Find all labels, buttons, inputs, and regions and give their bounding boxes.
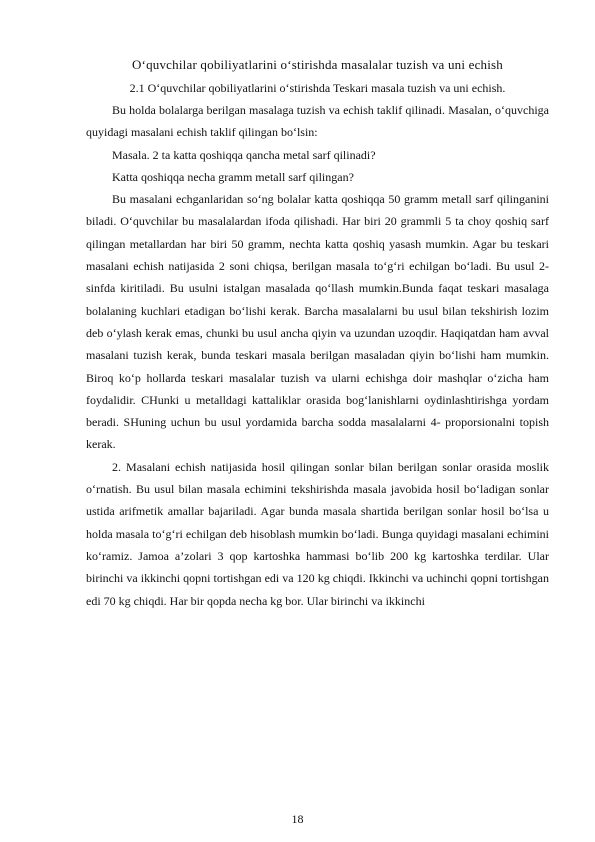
paragraph-inverse-question: Katta qoshiqqa necha gramm metall sarf qilingan? bbox=[112, 169, 354, 184]
document-page bbox=[86, 55, 549, 612]
paragraph-problem-question: Masala. 2 ta katta qoshiqqa qancha metal sarf qilinadi? bbox=[112, 147, 376, 162]
paragraph-explanation: Bu masalani echganlaridan so‘ng bolalar katta qoshiqqa 50 gramm metall sarf qilinganini biladi. O‘quvchilar bu masalalardan ifoda qilishadi. Har biri 20 grammli 5 ta choy qoshiq sarf qilingan metallardan har biri 50 gramm, nechta katta qoshiq yasash mumkin. Agar bu teskari masalani echish natijasida 2 soni chiqsa, berilgan masala to‘g‘ri echilgan bo‘ladi. Bu usul 2- sinfda kiritiladi. Bu usulni istalgan masalada qo‘llash mumkin.Bunda faqat teskari masalaga bolalaning kuchlari etadigan bo‘lishi kerak. Barcha masalalarni bu usul bilan tekshirish lozim deb o‘ylash kerak emas, chunki bu usul ancha qiyin va uzundan uzoqdir. Haqiqatdan ham avval masalani tuzish kerak, bunda teskari masala berilgan masaladan qiyin bo‘lishi ham mumkin. Biroq ko‘p hollarda teskari masalalar tuzish va ularni echishga doir mashqlar o‘zicha ham foydalidir. CHunki u metalldagi kattaliklar orasida bog‘lanishlarni oydinlashtirishga yordam beradi. SHuning uchun bu usul yordamida barcha sodda masalalarni 4- proporsionalni topish kerak. bbox=[86, 192, 549, 452]
subsection-title: 2.1 O‘quvchilar qobiliyatlarini o‘stirishda Teskari masala tuzish va uni echish. bbox=[129, 81, 506, 95]
section-title: O‘quvchilar qobiliyatlarini o‘stirishda masalalar tuzish va uni echish bbox=[131, 57, 504, 72]
paragraph-method-2: 2. Masalani echish natijasida hosil qilingan sonlar bilan berilgan sonlar orasida moslik o‘rnatish. Bu usul bilan masala echimini tekshirishda masala javobida hosil bo‘ladigan sonlar ustida arifmetik amallar bajariladi. Agar bunda masala shartida berilgan sonlar hosil bo‘lsa u holda masala to‘g‘ri echilgan deb hisoblash mumkin bo‘ladi. Bunga quyidagi masalani echimini ko‘ramiz. Jamoa a’zolari 3 qop kartoshka hammasi bo‘lib 200 kg kartoshka terdilar. Ular birinchi va ikkinchi qopni tortishgan edi va 120 kg chiqdi. Ikkinchi va uchinchi qopni tortishgan edi 70 kg chiqdi. Har bir qopda necha kg bor. Ular birinchi va ikkinchi bbox=[86, 459, 549, 608]
paragraph-intro: Bu holda bolalarga berilgan masalaga tuzish va echish taklif qilinadi. Masalan, o‘quvchiga quyidagi masalani echish taklif qilingan bo‘lsin: bbox=[86, 103, 549, 140]
page-number: 18 bbox=[291, 812, 304, 826]
